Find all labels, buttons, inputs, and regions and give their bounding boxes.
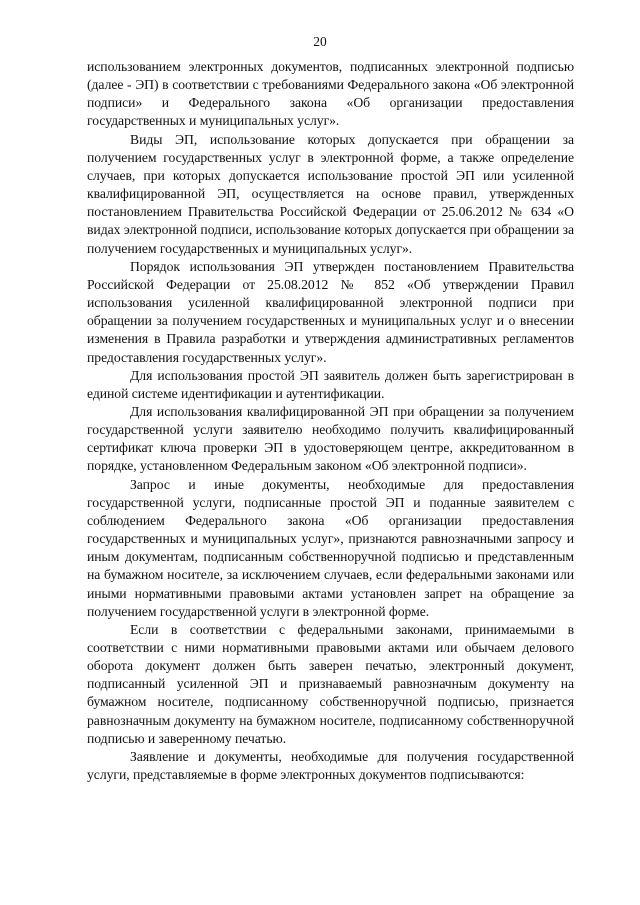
paragraph: Для использования простой ЭП заявитель должен быть зарегистрирован в единой системе идентификации и аутентификации. — [87, 367, 574, 401]
paragraph: Порядок использования ЭП утвержден постановлением Правительства Российской Федерации от 25.08.2012 № 852 «Об утверждении Правил использования усиленной квалифицированной электронной подписи при обращении за получением государственных и муниципальных услуг и о внесении изменения в Правила разработки и утверждения административных регламентов предоставления государственных услуг». — [87, 258, 574, 365]
paragraph: Если в соответствии с федеральными законами, принимаемыми в соответствии с ними нормативными правовыми актами или обычаем делового оборота документ должен быть заверен печатью, электронный документ, подписанный усиленной ЭП и признаваемый равнозначным документу на бумажном носителе, подписанному собственноручной подписью, признается равнозначным документу на бумажном носителе, подписанному собственноручной подписью и заверенному печатью. — [87, 621, 574, 746]
paragraph: Запрос и иные документы, необходимые для предоставления государственной услуги, подписанные простой ЭП и поданные заявителем с соблюдением Федерального закона «Об организации предоставления государственных и муниципальных услуг», признаются равнозначными запросу и иным документам, подписанным собственноручной подписью и представленным на бумажном носителе, за исключением случаев, если федеральными законами или иными нормативными правовыми актами установлен запрет на обращение за получением государственной услуги в электронной форме. — [87, 476, 574, 619]
paragraph: Виды ЭП, использование которых допускается при обращении за получением государственных услуг в электронной форме, а также определение случаев, при которых допускается использование простой ЭП или усиленной квалифицированной ЭП, осуществляется на основе правил, утвержденных постановлением Правительства Российской Федерации от 25.06.2012 № 634 «О видах электронной подписи, использование которых допускается при обращении за получением государственных и муниципальных услуг». — [87, 131, 574, 256]
document-body — [87, 58, 574, 784]
paragraph: Заявление и документы, необходимые для получения государственной услуги, представляемые в форме электронных документов подписываются: — [87, 748, 574, 783]
paragraph: Для использования квалифицированной ЭП при обращении за получением государственной услуги заявителю необходимо получить квалифицированный сертификат ключа проверки ЭП в удостоверяющем центре, аккредитованном в порядке, установленном Федеральным законом «Об электронной подписи». — [87, 403, 574, 474]
paragraph-continuation: использованием электронных документов, подписанных электронной подписью (далее - ЭП) в соответствии с требованиями Федерального закона «Об электронной подписи» и Федерального закона «Об организации предоставления государственных и муниципальных услуг». — [87, 59, 574, 129]
page-number: 20 — [313, 34, 327, 49]
